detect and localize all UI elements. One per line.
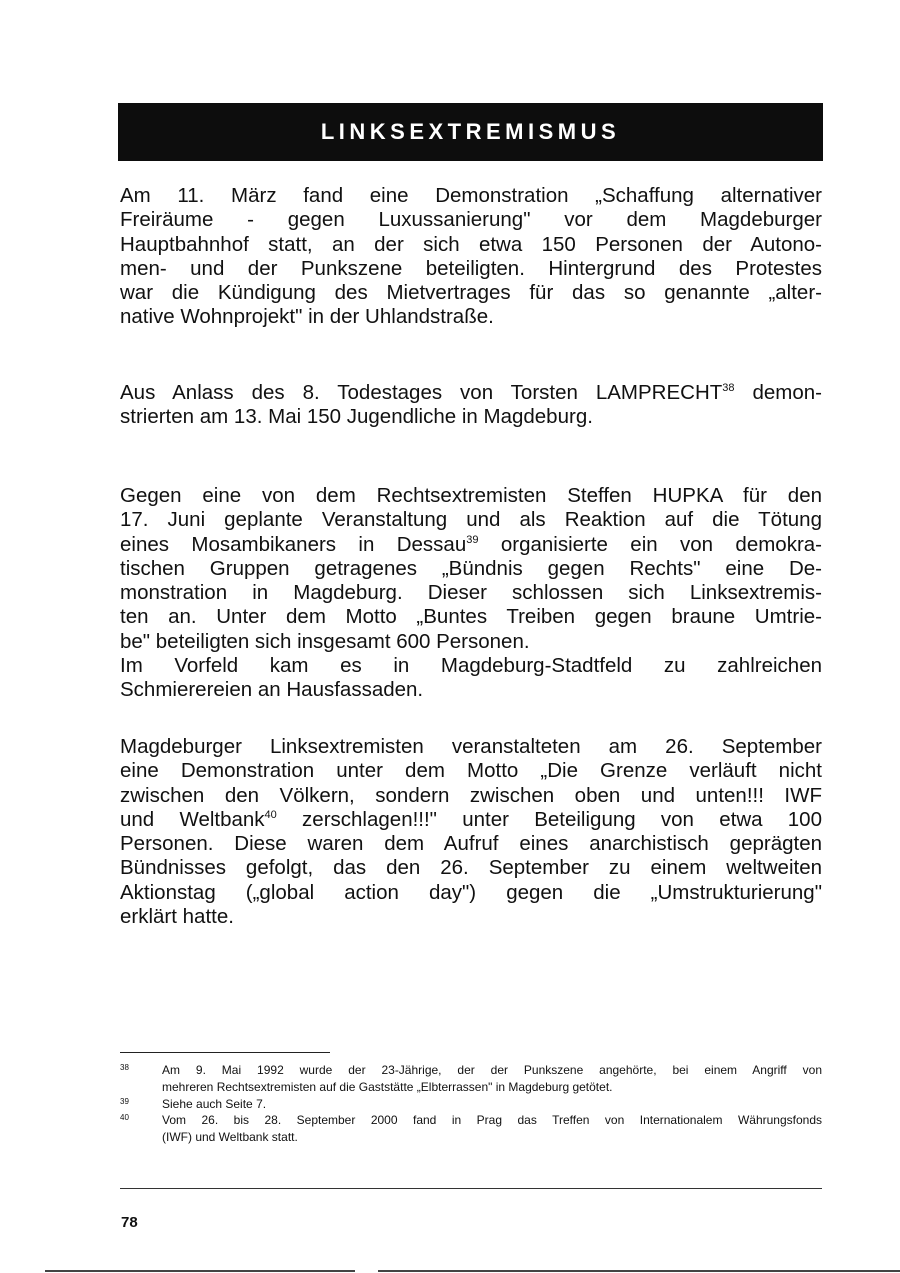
text-line: zwischen den Völkern, sondern zwischen oben und unten!!! IWF	[120, 783, 822, 807]
text-line	[120, 808, 822, 832]
section-title: LINKSEXTREMISMUS	[320, 119, 621, 144]
footnote-40	[120, 1112, 822, 1146]
footer-divider	[120, 1188, 822, 1189]
text-line: Am 11. März fand eine Demonstration „Schaffung alternativer	[120, 184, 822, 207]
footnote-number: 39	[120, 1096, 129, 1106]
text-line: Bündnisses gefolgt, das den 26. September zu einem weltweiten	[120, 856, 822, 880]
footnotes	[120, 1062, 822, 1146]
text-line: Im Vorfeld kam es in Magdeburg-Stadtfeld zu zahlreichen	[120, 654, 822, 678]
paragraph-3	[120, 484, 822, 703]
footnote-line: Vom 26. bis 28. September 2000 fand in Prag das Treffen von Internationalem Währungsfonds	[162, 1113, 822, 1128]
text-line: Freiräume - gegen Luxussanierung" vor dem Magdeburger	[120, 208, 822, 232]
section-header	[118, 103, 823, 161]
text: eines Mosambikaners in Dessau	[120, 532, 467, 556]
text-line: war die Kündigung des Mietvertrages für das so genannte „alter-	[120, 281, 822, 305]
text-line: strierten am 13. Mai 150 Jugendliche in Magdeburg.	[120, 405, 593, 429]
text-line: eine Demonstration unter dem Motto „Die Grenze verläuft nicht	[120, 759, 822, 783]
text-line: Schmierereien an Hausfassaden.	[120, 678, 424, 702]
footnote-number: 40	[120, 1113, 129, 1123]
text-line: monstration in Magdeburg. Dieser schlossen sich Linksextremis-	[120, 581, 822, 605]
paragraph-1	[120, 184, 822, 330]
footnote-ref: 38	[722, 382, 735, 394]
text-line: Gegen eine von dem Rechtsextremisten Steffen HUPKA für den	[120, 484, 822, 507]
text-line	[120, 533, 822, 557]
footnote-line: Am 9. Mai 1992 wurde der 23-Jährige, der der Punkszene angehörte, bei einem Angriff von	[162, 1063, 822, 1077]
footnote-line: Siehe auch Seite 7.	[162, 1096, 267, 1111]
paragraph-4	[120, 735, 822, 929]
page-number: 78	[121, 1214, 138, 1231]
scan-edge-line	[378, 1270, 900, 1272]
text-line: 17. Juni geplante Veranstaltung und als Reaktion auf die Tötung	[120, 508, 822, 532]
text-line: Magdeburger Linksextremisten veranstalteten am 26. September	[120, 735, 822, 758]
footnote-39	[120, 1096, 822, 1113]
paragraph-2	[120, 381, 822, 430]
footnote-ref: 39	[466, 533, 479, 546]
text-line: tischen Gruppen getragenes „Bündnis gegen Rechts" eine De-	[120, 556, 822, 580]
text-line: ten an. Unter dem Motto „Buntes Treiben gegen braune Umtrie-	[120, 605, 822, 629]
text-line: Hauptbahnhof statt, an der sich etwa 150 Personen der Autono-	[120, 232, 822, 256]
text-line: be" beteiligten sich insgesamt 600 Personen.	[120, 629, 530, 653]
footnote-divider	[120, 1052, 330, 1053]
text: und Weltbank	[120, 807, 265, 831]
text: organisierte ein von demokra-	[478, 532, 823, 556]
text-line	[120, 381, 822, 405]
text: demon-	[734, 381, 822, 404]
text: zerschlagen!!!" unter Beteiligung von etwa 100	[276, 807, 822, 831]
text-line: Personen. Diese waren dem Aufruf eines anarchistisch geprägten	[120, 832, 822, 856]
footnote-line: (IWF) und Weltbank statt.	[162, 1130, 298, 1145]
text-line: erklärt hatte.	[120, 905, 234, 929]
footnote-ref: 40	[264, 808, 277, 821]
text-line: native Wohnprojekt" in der Uhlandstraße.	[120, 305, 494, 329]
footnote-line: mehreren Rechtsextremisten auf die Gaststätte „Elbterrassen" in Magdeburg getötet.	[162, 1079, 613, 1094]
text: Aus Anlass des 8. Todestages von Torsten LAMPRECHT	[120, 381, 723, 404]
text-line: Aktionstag („global action day") gegen die „Umstrukturierung"	[120, 880, 822, 904]
footnote-38	[120, 1062, 822, 1096]
scan-edge-line	[45, 1270, 355, 1272]
footnote-number: 38	[120, 1063, 129, 1072]
text-line: men- und der Punkszene beteiligten. Hintergrund des Protestes	[120, 256, 822, 280]
